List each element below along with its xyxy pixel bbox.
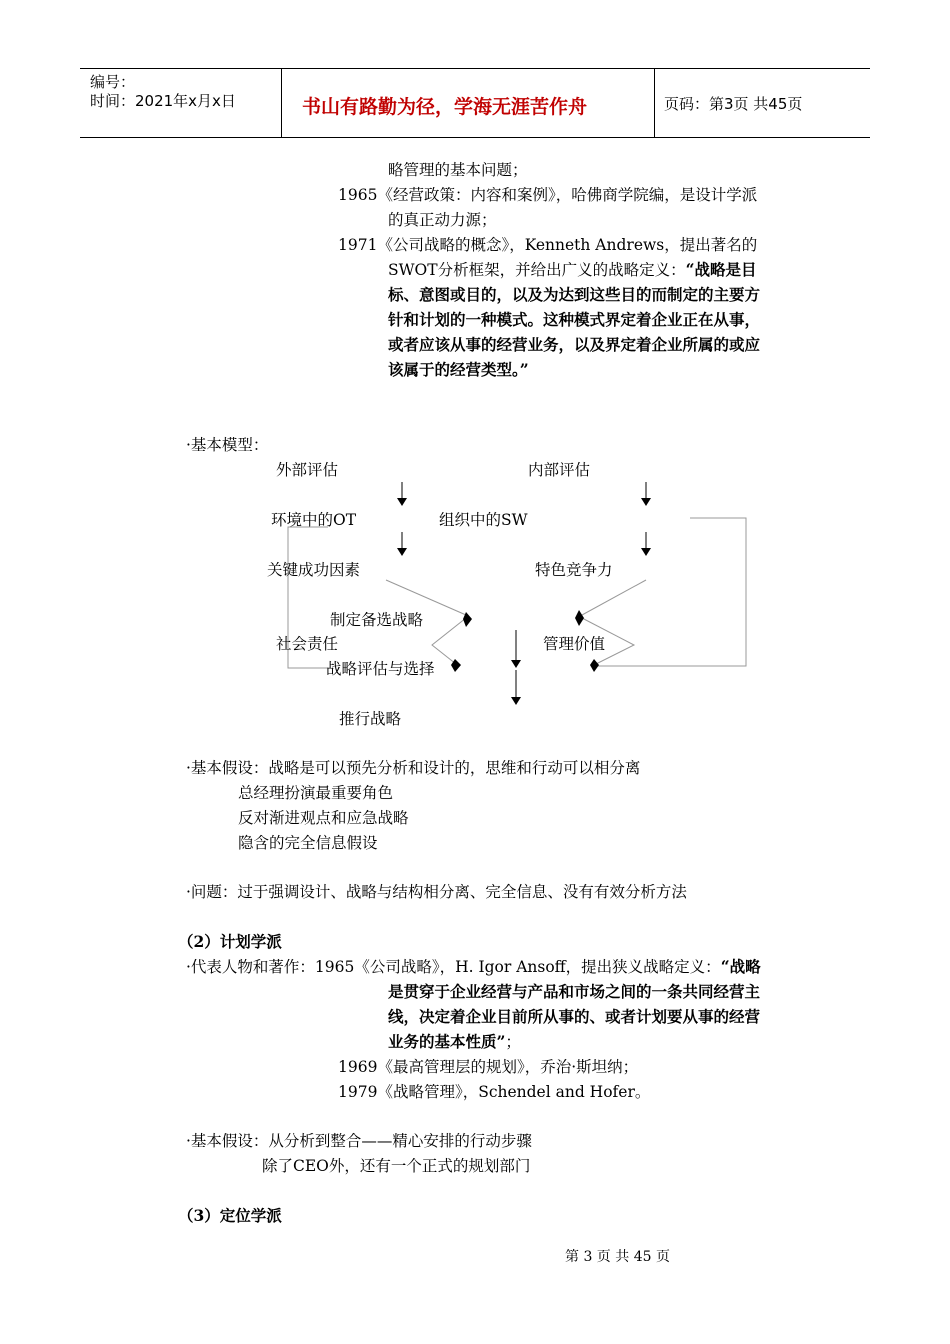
node-social: 社会责任 (276, 635, 339, 653)
definition-line: 或者应该从事的经营业务，以及界定着企业所属的或应 (388, 335, 761, 354)
node-formulate: 制定备选战略 (330, 611, 424, 629)
text-line: 略管理的基本问题； (388, 161, 528, 179)
definition-start: “战略是目 (685, 260, 757, 279)
definition-line: 针和计划的一种模式。这种模式界定着企业正在从事， (388, 310, 761, 329)
text-line: 的真正动力源； (388, 211, 497, 229)
text-line: 1971《公司战略的概念》，Kenneth Andrews，提出著名的 (338, 236, 758, 254)
node-external: 外部评估 (276, 461, 339, 479)
arrowhead (397, 498, 407, 506)
node-implement: 推行战略 (339, 710, 402, 728)
doc-time-label: 时间：2021年x月x日 (90, 92, 236, 110)
problems-line: ·问题：过于强调设计、战略与结构相分离、完全信息、没有有效分析方法 (186, 883, 687, 901)
node-evaluate: 战略评估与选择 (326, 660, 435, 678)
section-heading: （2）计划学派 (178, 932, 282, 951)
arrowhead (511, 660, 521, 668)
definition-start: “战略 (720, 957, 761, 976)
definition-end: 业务的基本性质” (388, 1032, 506, 1051)
node-org-sw: 组织中的SW (439, 511, 528, 529)
definition-line: 是贯穿于企业经营与产品和市场之间的一条共同经营主 (388, 982, 761, 1001)
diamond-marker (590, 659, 599, 672)
node-env-ot: 环境中的OT (271, 511, 357, 529)
text-line: 1979《战略管理》，Schendel and Hofer。 (338, 1083, 651, 1101)
node-values: 管理价值 (543, 635, 606, 653)
text-line: 除了CEO外，还有一个正式的规划部门 (262, 1157, 531, 1175)
arrowhead (641, 548, 651, 556)
definition-line: 线，决定着企业目前所从事的、或者计划要从事的经营 (388, 1007, 761, 1026)
text-line: 1969《最高管理层的规划》，乔治·斯坦纳； (338, 1058, 639, 1076)
node-distinctive: 特色竞争力 (535, 561, 613, 579)
connector-line (432, 618, 466, 664)
diamond-marker (575, 610, 584, 626)
page-footer: 第 3 页 共 45 页 (565, 1249, 670, 1265)
text-line: 反对渐进观点和应急战略 (238, 809, 409, 827)
text-line: ·基本假设：战略是可以预先分析和设计的，思维和行动可以相分离 (186, 759, 641, 777)
node-ksf: 关键成功因素 (267, 561, 361, 579)
arrowhead (397, 548, 407, 556)
connector-line (582, 580, 646, 615)
text-line: 1965《经营政策：内容和案例》，哈佛商学院编，是设计学派 (338, 186, 758, 204)
definition-line: 标、意图或目的，以及为达到这些目的而制定的主要方 (388, 285, 761, 304)
header-page-info: 页码：第3页 共45页 (664, 95, 803, 113)
doc-code-label: 编号： (90, 73, 136, 91)
feedback-loop (596, 518, 746, 666)
arrowhead (511, 697, 521, 705)
model-heading: ·基本模型： (186, 436, 269, 454)
text-line: 总经理扮演最重要角色 (238, 784, 394, 802)
header-motto: 书山有路勤为径，学海无涯苦作舟 (302, 96, 588, 118)
section-heading: （3）定位学派 (178, 1206, 282, 1225)
text-line: 隐含的完全信息假设 (238, 834, 378, 852)
text-normal: ； (505, 1033, 521, 1051)
text-line: ·基本假设：从分析到整合——精心安排的行动步骤 (186, 1132, 532, 1150)
text-normal: ·代表人物和著作：1965《公司战略》，H. Igor Ansoff，提出狭义战略定义： (186, 958, 721, 976)
text-line (186, 955, 761, 979)
definition-line (388, 1030, 521, 1054)
arrowhead (641, 498, 651, 506)
text-normal: SWOT分析框架，并给出广义的战略定义： (388, 261, 686, 279)
node-internal: 内部评估 (528, 461, 591, 479)
definition-line: 该属于的经营类型。” (388, 360, 529, 379)
